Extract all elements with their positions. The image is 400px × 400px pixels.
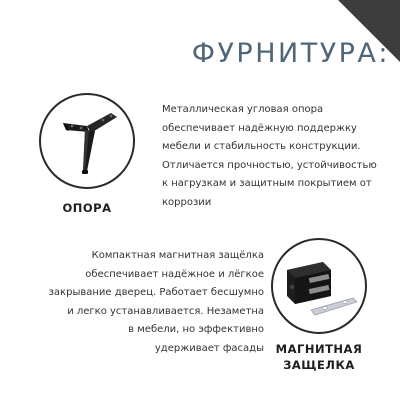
desc-line: Отличается прочностью, устойчивостью (162, 159, 377, 171)
leg-caption: ОПОРА (62, 201, 112, 215)
desc-line: к нагрузкам и защитным покрытием от (162, 178, 372, 190)
desc-line: Компактная магнитная защёлка (91, 250, 264, 261)
desc-line: обеспечивает надёжную поддержку (162, 122, 357, 134)
latch-description (4, 247, 264, 359)
leg-image-circle (39, 93, 135, 189)
desc-line: обеспечивает надёжное и лёгкое (85, 268, 264, 280)
page-title: ФУРНИТУРА: (191, 38, 390, 69)
desc-line: и легко устанавливается. Незаметна (67, 305, 264, 317)
desc-line: Металлическая угловая опора (162, 104, 324, 115)
magnetic-latch-icon (273, 240, 365, 332)
latch-caption-line: МАГНИТНАЯ (275, 342, 363, 356)
desc-line: в мебели, но эффективно (128, 324, 264, 336)
desc-line: коррозии (162, 196, 212, 208)
latch-image-circle (271, 238, 367, 334)
desc-line: мебели и стабильность конструкции. (162, 141, 361, 153)
latch-caption (264, 341, 374, 373)
latch-caption-line: ЗАЩЕЛКА (283, 358, 355, 372)
furniture-leg-icon (41, 95, 133, 187)
leg-description (162, 101, 394, 213)
desc-line: удерживает фасады (154, 342, 264, 354)
desc-line: закрывание дверец. Работает бесшумно (48, 287, 264, 299)
